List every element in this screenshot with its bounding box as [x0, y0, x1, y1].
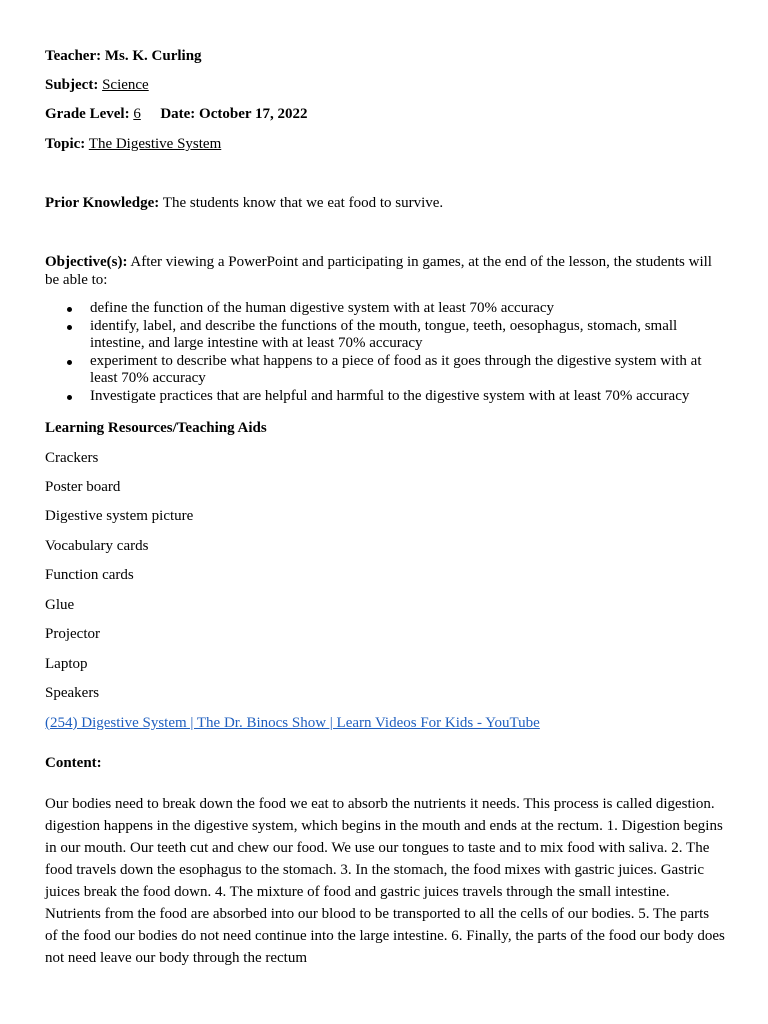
subject-value: Science [102, 77, 149, 93]
content-heading [45, 754, 102, 772]
objective-text: Investigate practices that are helpful and harmful to the digestive system with at least 70% accuracy [90, 387, 690, 404]
grade-date-line [45, 105, 308, 123]
resource-item: Laptop [45, 656, 88, 672]
content-paragraph: Our bodies need to break down the food we eat to absorb the nutrients it needs. This process is called digestion. digestion happens in the digestive system, which begins in the mouth and ends at the rectum. 1. Digestion begins in our mouth. Our teeth cut and chew our food. We use our tongues to taste and to mix food with saliva. 2. The food travels down the esophagus to the stomach. 3. In the stomach, the food mixes with gastric juices. Gastric juices break the food down. 4. The mixture of food and gastric juices travels through the small intestine. Nutrients from the food are absorbed into our blood to be transported to all the cells of our bodies. 5. The parts of the food our bodies do not need continue into the large intestine. 6. Finally, the parts of the food our body does not need leave our body through the rectum [45, 796, 725, 966]
teacher-line [45, 47, 202, 65]
topic-value: The Digestive System [88, 136, 222, 152]
resource-item: Vocabulary cards [45, 538, 149, 554]
topic-line [45, 135, 221, 153]
objective-item [45, 388, 729, 406]
objectives-label: Objective(s): [45, 254, 128, 270]
video-link-line [45, 714, 540, 732]
resource-item: Glue [45, 597, 75, 613]
prior-knowledge [45, 194, 443, 212]
bullet-icon [67, 307, 72, 312]
resource-item: Poster board [45, 479, 121, 495]
prior-knowledge-label: Prior Knowledge: [45, 195, 160, 211]
bullet-icon [67, 360, 72, 365]
bullet-icon [67, 395, 72, 400]
objective-item [45, 353, 729, 388]
prior-knowledge-text: The students know that we eat food to survive. [162, 195, 444, 211]
subject-line [45, 76, 149, 94]
objective-item [45, 300, 729, 318]
objective-text: experiment to describe what happens to a piece of food as it goes through the digestive system with at least 70% accuracy [90, 352, 702, 386]
objectives-intro [45, 253, 729, 289]
objective-item [45, 318, 729, 353]
resource-item: Projector [45, 626, 100, 642]
bullet-icon [67, 325, 72, 330]
resource-item: Speakers [45, 685, 100, 701]
teacher-value: Ms. K. Curling [104, 48, 202, 64]
grade-value: 6 [133, 106, 141, 122]
teacher-label: Teacher: [45, 48, 102, 64]
date-label: Date: [160, 106, 196, 122]
subject-label: Subject: [45, 77, 99, 93]
resource-item: Crackers [45, 450, 99, 466]
resources-heading [45, 419, 267, 437]
objectives-intro-text: After viewing a PowerPoint and participating in games, at the end of the lesson, the students will be able to: [45, 254, 712, 288]
objectives-list [45, 300, 729, 405]
grade-label: Grade Level: [45, 106, 130, 122]
resource-item: Digestive system picture [45, 508, 194, 524]
resource-item: Function cards [45, 567, 134, 583]
resources-heading-text: Learning Resources/Teaching Aids [45, 420, 267, 436]
topic-label: Topic: [45, 136, 86, 152]
objective-text: define the function of the human digestive system with at least 70% accuracy [90, 300, 555, 316]
objective-text: identify, label, and describe the functions of the mouth, tongue, teeth, oesophagus, stomach, small intestine, and large intestine with at least 70% accuracy [90, 317, 678, 351]
youtube-video-link[interactable]: (254) Digestive System | The Dr. Binocs Show | Learn Videos For Kids - YouTube [45, 715, 540, 731]
content-heading-text: Content: [45, 755, 102, 771]
date-value: October 17, 2022 [199, 106, 308, 122]
